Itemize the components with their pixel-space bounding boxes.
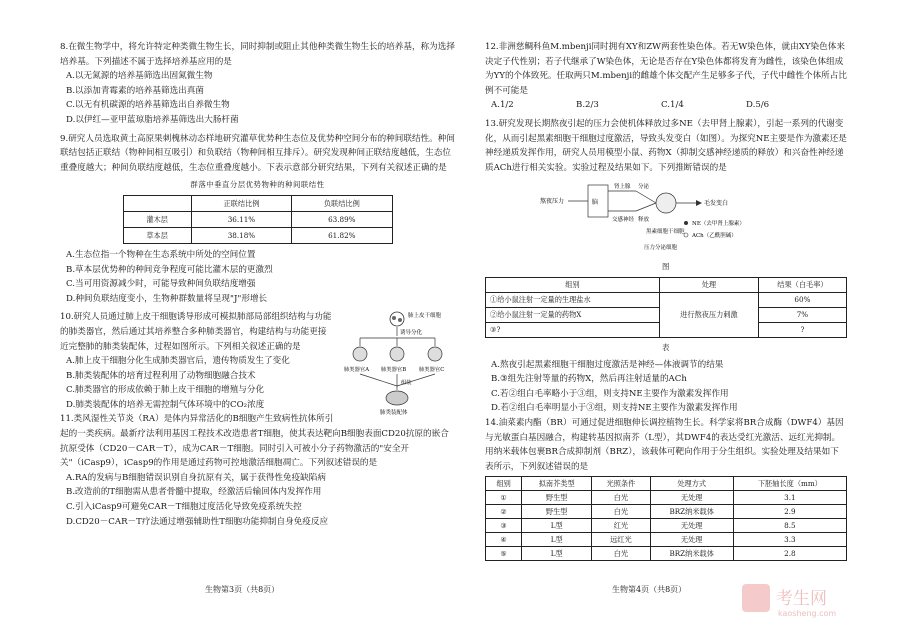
table-cell: ③? (486, 322, 660, 337)
figure-label-stress: 熬夜压力 (540, 198, 565, 206)
question-10-figure (340, 310, 455, 418)
figure-label-adrenal: 肾上腺 (614, 184, 631, 191)
table-cell: 红光 (592, 519, 651, 533)
table-row (486, 519, 847, 533)
question-10-option-c: C.肺类器官的形成依赖于肺上皮干细胞的增殖与分化 (66, 385, 265, 396)
table-header-cell: 负联结比例 (292, 195, 392, 211)
question-14-stem: 14.油菜素内酯（BR）可通过促进细胞伸长调控植物生长。科学家将BR合成酶（DWF4）基因与光敏蛋白基因融合，构建转基因拟南芥（L型），其DWF4的表达受红光激活、远红光抑制。用纳米载体包裹BR合成抑制剂（BRZ），该载体可靶向作用于分生组织。实验处理及结果如下表所示，下列叙述错误的是 (485, 417, 844, 472)
question-9-option-a: A.生态位指一个物种在生态系统中所处的空间位置 (66, 249, 256, 260)
table-cell: ④ (486, 533, 522, 547)
figure-label-ne: NE（去甲肾上腺素） (692, 221, 745, 228)
question-13-option-a: A.熬夜引起黑素细胞干细胞过度激活是神经—体液调节的结果 (491, 359, 724, 370)
table-cell: 3.1 (733, 491, 846, 505)
question-9-option-d: D.种间负联结度变小，生物种群数量将呈现"J"形增长 (66, 293, 268, 304)
table-header-row (123, 195, 392, 211)
table-cell: BRZ纳米载体 (650, 547, 733, 561)
watermark-logo (740, 580, 890, 620)
question-12-option-d: D.5/6 (746, 100, 770, 111)
question-12-stem: 12.非洲慈鲷科鱼M.mbenji同时拥有XY和ZW两套性染色体。若无W染色体，就由XY染色体来决定子代性别；若子代继承了W染色体，无论是否存在Y染色体都将发育为雌性，该染色体组成为YY的个体致死。任取两只M.mbenji的雌雄个体交配产生足够多子代，子代中雌性个体所占比例不可能是 (485, 42, 847, 96)
question-10-option-a: A.肺上皮干细胞分化生成肺类器官后，遗传物质发生了变化 (66, 356, 290, 367)
question-13 (485, 117, 847, 416)
assembloid-icon (386, 391, 408, 405)
question-8-option-c: C.以无有机碳源的培养基筛选出自养微生物 (66, 100, 230, 111)
question-8-stem: 8.在微生物学中，将允许特定种类微生物生长，同时抑制或阻止其他种类微生物生长的培养基，称为选择培养基。下列描述不属于选择培养基应用的是 (60, 42, 455, 67)
table-row (486, 547, 847, 561)
figure-label-result: 毛发变白 (704, 200, 729, 208)
question-11 (60, 412, 455, 529)
question-10-option-d: D.肺类装配体的培养无需控制气体环境中的CO₂浓度 (66, 399, 265, 410)
table-cell: 灌木层 (123, 211, 191, 227)
question-13-table (485, 277, 847, 338)
figure-label-ach: ACh（乙酰胆碱） (692, 233, 737, 240)
question-11-option-d: D.CD20－CAR－T疗法通过增强辅助性T细胞功能抑制自身免疫反应 (66, 516, 329, 527)
figure-label-induce: 诱导分化 (400, 330, 423, 337)
question-9-table (123, 195, 393, 244)
question-8-option-a: A.以无氮源的培养基筛选出固氮微生物 (66, 71, 213, 82)
question-13-figure-caption: 图 (662, 262, 670, 272)
figure-label-secrete: 分泌 (638, 184, 650, 191)
table-header-row (486, 277, 847, 292)
table-cell: ③ (486, 519, 522, 533)
figure-label-organoid-a: 肺类器官A (344, 367, 370, 374)
table-row (486, 292, 847, 307)
table-cell: 61.82% (292, 227, 392, 243)
question-12-options (485, 98, 847, 113)
table-cell: 远红光 (592, 533, 651, 547)
table-header-cell: 组别 (486, 477, 522, 491)
organoid-b-icon (390, 347, 404, 361)
table-header-cell: 下胚轴长度（mm） (733, 477, 846, 491)
question-10-option-b: B.肺类装配体的培育过程利用了动物细胞融合技术 (66, 370, 256, 381)
ne-symbol-icon (684, 221, 688, 225)
table-header-cell: 结果（白毛率） (758, 277, 846, 292)
table-cell: 38.18% (191, 227, 291, 243)
ach-symbol-icon (684, 233, 688, 237)
question-13-option-d: D.若②组白毛率明显小于③组，则支持NE主要作为激素发挥作用 (491, 403, 738, 414)
figure-label-assembloid: 肺类装配体 (380, 410, 408, 417)
question-12-option-b: B.2/3 (576, 100, 599, 111)
figure-label-pressure-cell: 压力分泌细胞 (644, 245, 678, 252)
table-cell: ② (486, 505, 522, 519)
question-14-table (485, 476, 847, 561)
figure-label-organoid-b: 肺类器官B (381, 367, 407, 374)
table-cell: L型 (522, 519, 592, 533)
svg-text:kaosheng.com: kaosheng.com (778, 609, 837, 618)
table-cell: ②给小鼠注射一定量的药物X (486, 307, 660, 322)
question-13-option-b: B.③组先注射等量的药物X，然后再注射适量的ACh (491, 374, 687, 385)
table-header-cell: 拟南芥类型 (522, 477, 592, 491)
question-13-figure (536, 177, 796, 257)
table-row (486, 491, 847, 505)
question-10 (60, 310, 455, 417)
table-cell-treatment: 进行熬夜压力刺激 (660, 292, 759, 337)
question-9-stem: 9.研究人员选取黄土高原果刺槐林动态样地研究灌草优势种生态位及优势种空间分布的种间联结性。种间联结包括正联结（物种间相互吸引）和负联结（物种间相互排斥）。研究发现种间正联结度越低，生态位重叠度越大；种间负联结度越低，生态位重叠度越小。下表示意部分研究结果，下列有关叙述正确的是 (60, 133, 455, 173)
question-12 (485, 40, 847, 113)
table-row (123, 227, 392, 243)
table-row (486, 505, 847, 519)
question-13-table-caption: 表 (662, 342, 670, 352)
table-cell: 白光 (592, 491, 651, 505)
svg-text:考生网: 考生网 (776, 589, 827, 609)
figure-label-release: 释放 (638, 217, 650, 224)
table-cell: 无处理 (650, 533, 733, 547)
stem-cell-icon (656, 193, 676, 213)
table-cell: ⑤ (486, 547, 522, 561)
table-header-cell: 光照条件 (592, 477, 651, 491)
table-cell: 2.8 (733, 547, 846, 561)
question-8-option-d: D.以伊红—亚甲蓝琼脂培养基筛选出大肠杆菌 (66, 114, 239, 125)
question-9-table-caption: 群落中垂直分层优势物种的种间联结性 (190, 180, 325, 190)
question-11-stem: 11.类风湿性关节炎（RA）是体内异常活化的B细胞产生致病性抗体所引起的一类疾病。最新疗法利用基因工程技术改造患者T细胞，使其表达靶向B细胞表面CD20抗原的嵌合抗原受体（CD20－CAR－T），成为CAR－T细胞。同时引入可被小分子药物激活的"安全开关"（iCasp9），iCasp9的作用是通过药物可控地激活细胞凋亡。下列叙述错误的是 (60, 414, 449, 469)
table-cell: 无处理 (650, 491, 733, 505)
table-cell: 7% (758, 307, 846, 322)
table-row (486, 533, 847, 547)
question-14 (485, 416, 847, 561)
table-header-row (486, 477, 847, 491)
table-cell: 3.3 (733, 533, 846, 547)
table-header-cell: 处理 (660, 277, 759, 292)
figure-label-cell: 肺上皮干细胞 (408, 313, 442, 320)
table-cell: 8.5 (733, 519, 846, 533)
question-10-stem: 10.研究人员通过肺上皮干细胞诱导形成可模拟肺部局部组织结构与功能的肺类器官，然后通过其培养整合多种肺类器官，构建结构与功能更接近完整肺的肺类装配体，过程如图所示。下列相关叙述正确的是 (60, 312, 332, 352)
question-12-option-c: C.1/4 (661, 100, 684, 111)
question-11-option-b: B.改造前的T细胞需从患者骨髓中提取，经激活后输回体内发挥作用 (66, 487, 322, 498)
table-cell: ① (486, 491, 522, 505)
right-column (485, 40, 847, 563)
table-header-cell: 组别 (486, 277, 660, 292)
question-9-option-c: C.当可用资源减少时，可能导致种间负联结度增强 (66, 279, 256, 290)
figure-label-brain: 脑 (592, 199, 599, 207)
table-cell: 野生型 (522, 491, 592, 505)
figure-label-stem-cell: 黑素细胞干细胞 (646, 229, 685, 236)
table-cell: 草本层 (123, 227, 191, 243)
organoid-c-icon (428, 347, 442, 361)
question-11-option-c: C.引入iCasp9可避免CAR－T细胞过度活化导致免疫系统失控 (66, 502, 302, 513)
question-8 (60, 40, 455, 128)
table-header-cell: 处理方式 (650, 477, 733, 491)
question-8-option-b: B.以添加青霉素的培养基筛选出真菌 (66, 85, 204, 96)
figure-label-organoid-c: 肺类器官C (419, 367, 445, 374)
question-11-option-a: A.RA的发病与B细胞错误识别自身抗原有关，属于获得性免疫缺陷病 (66, 472, 326, 483)
stem-cell-cluster-icon (390, 312, 404, 326)
table-cell: 白光 (592, 505, 651, 519)
page-footer-left: 生物第3页（共8页） (205, 585, 280, 594)
table-cell: 野生型 (522, 505, 592, 519)
question-9 (60, 132, 455, 307)
question-12-option-a: A.1/2 (491, 100, 514, 111)
table-cell: 无处理 (650, 519, 733, 533)
question-13-option-c: C.若②组白毛率略小于③组，则支持NE主要作为激素发挥作用 (491, 388, 729, 399)
table-row (123, 211, 392, 227)
table-cell: L型 (522, 533, 592, 547)
figure-label-sympathetic: 交感神经 (612, 217, 635, 224)
table-cell: ? (758, 322, 846, 337)
question-13-stem: 13.研究发现长期熬夜引起的压力会使机体释放过多NE（去甲肾上腺素），引起一系列的代谢变化，从而引起黑素细胞干细胞过度激活，导致头发变白（如图）。为探究NE主要是作为激素还是神经递质发挥作用，研究人员用模型小鼠、药物X（抑制交感神经递质的释放）和兴奋性神经递质ACh进行相关实验。实验过程及结果如下。下列推断错误的是 (485, 118, 847, 173)
table-cell: 60% (758, 292, 846, 307)
table-header-cell: 正联结比例 (191, 195, 291, 211)
table-cell: BRZ纳米载体 (650, 505, 733, 519)
table-cell: 白光 (592, 547, 651, 561)
figure-label-assemble: 组装 (401, 380, 412, 387)
table-cell: 2.9 (733, 505, 846, 519)
table-cell: 63.89% (292, 211, 392, 227)
page-footer-right: 生物第4页（共8页） (612, 585, 687, 594)
table-cell: ①给小鼠注射一定量的生理盐水 (486, 292, 660, 307)
question-9-option-b: B.草本层优势种的种间竞争程度可能比灌木层的更激烈 (66, 264, 273, 275)
left-column (60, 40, 455, 529)
table-cell: L型 (522, 547, 592, 561)
table-cell: 36.11% (191, 211, 291, 227)
organoid-a-icon (353, 347, 367, 361)
table-header-cell (123, 195, 191, 211)
